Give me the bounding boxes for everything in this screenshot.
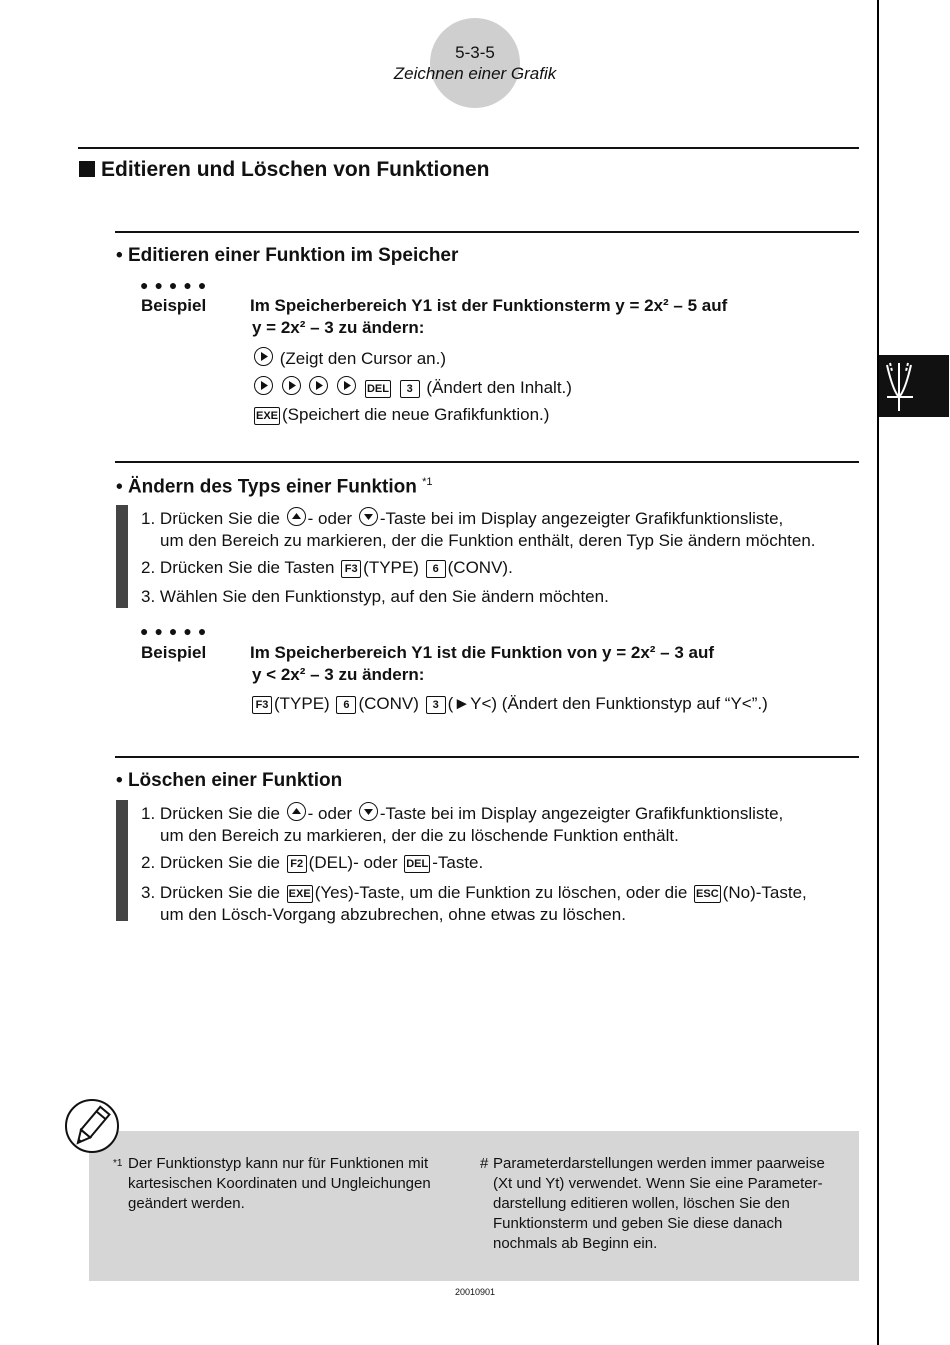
six-key: 6 [426, 560, 446, 578]
type-example-line-2: y < 2x² – 3 zu ändern: [252, 665, 425, 684]
type-step-1: 1. Drücken Sie die - oder -Taste bei im Display angezeigter Grafikfunktionsliste, um den Bereich zu markieren, der die Funktion enthält, deren Typ Sie ändern möchten. [141, 509, 816, 550]
delete-step-2: 2. Drücken Sie die F2 (DEL)- oder DEL -Taste. [141, 853, 484, 872]
edit-step-2 [252, 376, 572, 398]
edit-heading: • Editieren einer Funktion im Speicher [116, 245, 459, 266]
del-key: DEL [365, 380, 391, 398]
up-arrow-key-icon [287, 507, 306, 526]
section-rule [78, 147, 859, 149]
type-step-2: 2. Drücken Sie die Tasten F3 (TYPE) 6 (CONV). [141, 558, 513, 577]
page-number: 5-3-5 [455, 43, 495, 62]
f3-key: F3 [341, 560, 361, 578]
right-arrow-key-icon [337, 376, 356, 395]
type-title: Ändern des Typs einer Funktion [127, 476, 417, 498]
del-key: DEL [404, 855, 430, 873]
esc-key: ESC [694, 885, 721, 903]
delete-title: Löschen einer Funktion [127, 770, 343, 791]
exe-key: EXE [287, 885, 313, 903]
type-heading: • Ändern des Typs einer Funktion $^{*1}$ [116, 476, 433, 498]
right-arrow-key-icon [309, 376, 328, 395]
right-arrow-key-icon [282, 376, 301, 395]
example-label: Beispiel [141, 643, 207, 662]
down-arrow-key-icon [359, 802, 378, 821]
delete-heading: • Löschen einer Funktion [116, 770, 343, 791]
delete-step-3: 3. Drücken Sie die EXE (Yes)-Taste, um die Funktion zu löschen, oder die ESC (No)-Taste, um den Lösch-Vorgang abzubrechen, ohne etwas zu löschen. [141, 883, 807, 924]
chapter-tab [879, 355, 949, 417]
section-title: Editieren und Löschen von Funktionen [101, 158, 490, 181]
three-key: 3 [400, 380, 420, 398]
step-bar [116, 800, 128, 921]
example-label: Beispiel [141, 296, 207, 315]
f2-key: F2 [287, 855, 307, 873]
header-circle [430, 18, 520, 108]
subsection-rule [115, 231, 859, 233]
subsection-rule [115, 461, 859, 463]
edit-step-2-text: (Ändert den Inhalt.) [426, 378, 572, 397]
pencil-icon [64, 1098, 122, 1161]
up-arrow-key-icon [287, 802, 306, 821]
example-dots: ●●●●● [140, 277, 213, 293]
six-key: 6 [336, 696, 356, 714]
example-line-1: Im Speicherbereich Y1 ist der Funktionsterm y = 2x² – 5 auf [250, 296, 728, 315]
section-heading [79, 158, 490, 182]
example-dots: ●●●●● [140, 623, 213, 639]
page-header-title: Zeichnen einer Grafik [393, 64, 557, 83]
footer-code: 20010901 [454, 1287, 496, 1297]
edit-step-1 [252, 347, 446, 369]
square-bullet-icon [79, 161, 95, 177]
delete-step-1: 1. Drücken Sie die - oder -Taste bei im Display angezeigter Grafikfunktionsliste, um den Bereich zu markieren, der die zu löschende Funktion enthält. [141, 804, 784, 845]
edit-step-3 [252, 405, 549, 425]
exe-key: EXE [254, 407, 280, 425]
graph-chapter-icon [879, 355, 949, 417]
type-step-3: 3. Wählen Sie den Funktionstyp, auf den Sie ändern möchten. [141, 587, 609, 606]
example-line-2: y = 2x² – 3 zu ändern: [252, 318, 425, 337]
right-arrow-key-icon [254, 376, 273, 395]
margin-line [877, 0, 879, 1345]
footnote-right: # Parameterdarstellungen werden immer paarweise (Xt und Yt) verwendet. Wenn Sie eine Parameter- darstellung editieren wollen, löschen Sie den Funktionsterm und geben Sie diese danach nochmals ab Beginn ein. [480, 1155, 825, 1252]
three-key: 3 [426, 696, 446, 714]
edit-step-3-text: (Speichert die neue Grafikfunktion.) [282, 405, 550, 424]
type-example-line-1: Im Speicherbereich Y1 ist die Funktion von y = 2x² – 3 auf [250, 643, 715, 662]
f3-key: F3 [252, 696, 272, 714]
down-arrow-key-icon [359, 507, 378, 526]
step-bar [116, 505, 128, 608]
edit-step-1-text: (Zeigt den Cursor an.) [279, 349, 447, 368]
footnote-left: *1 Der Funktionstyp kann nur für Funktionen mit kartesischen Koordinaten und Ungleichungen geändert werden. [113, 1155, 431, 1212]
subsection-rule [115, 756, 859, 758]
right-arrow-key-icon [254, 347, 273, 366]
type-example-keys: F3 (TYPE) 6 (CONV) 3 (►Y<) (Ändert den Funktionstyp auf “Y<”.) [250, 694, 768, 714]
edit-title: Editieren einer Funktion im Speicher [127, 245, 459, 266]
footnote-mark: *1 [422, 476, 433, 488]
